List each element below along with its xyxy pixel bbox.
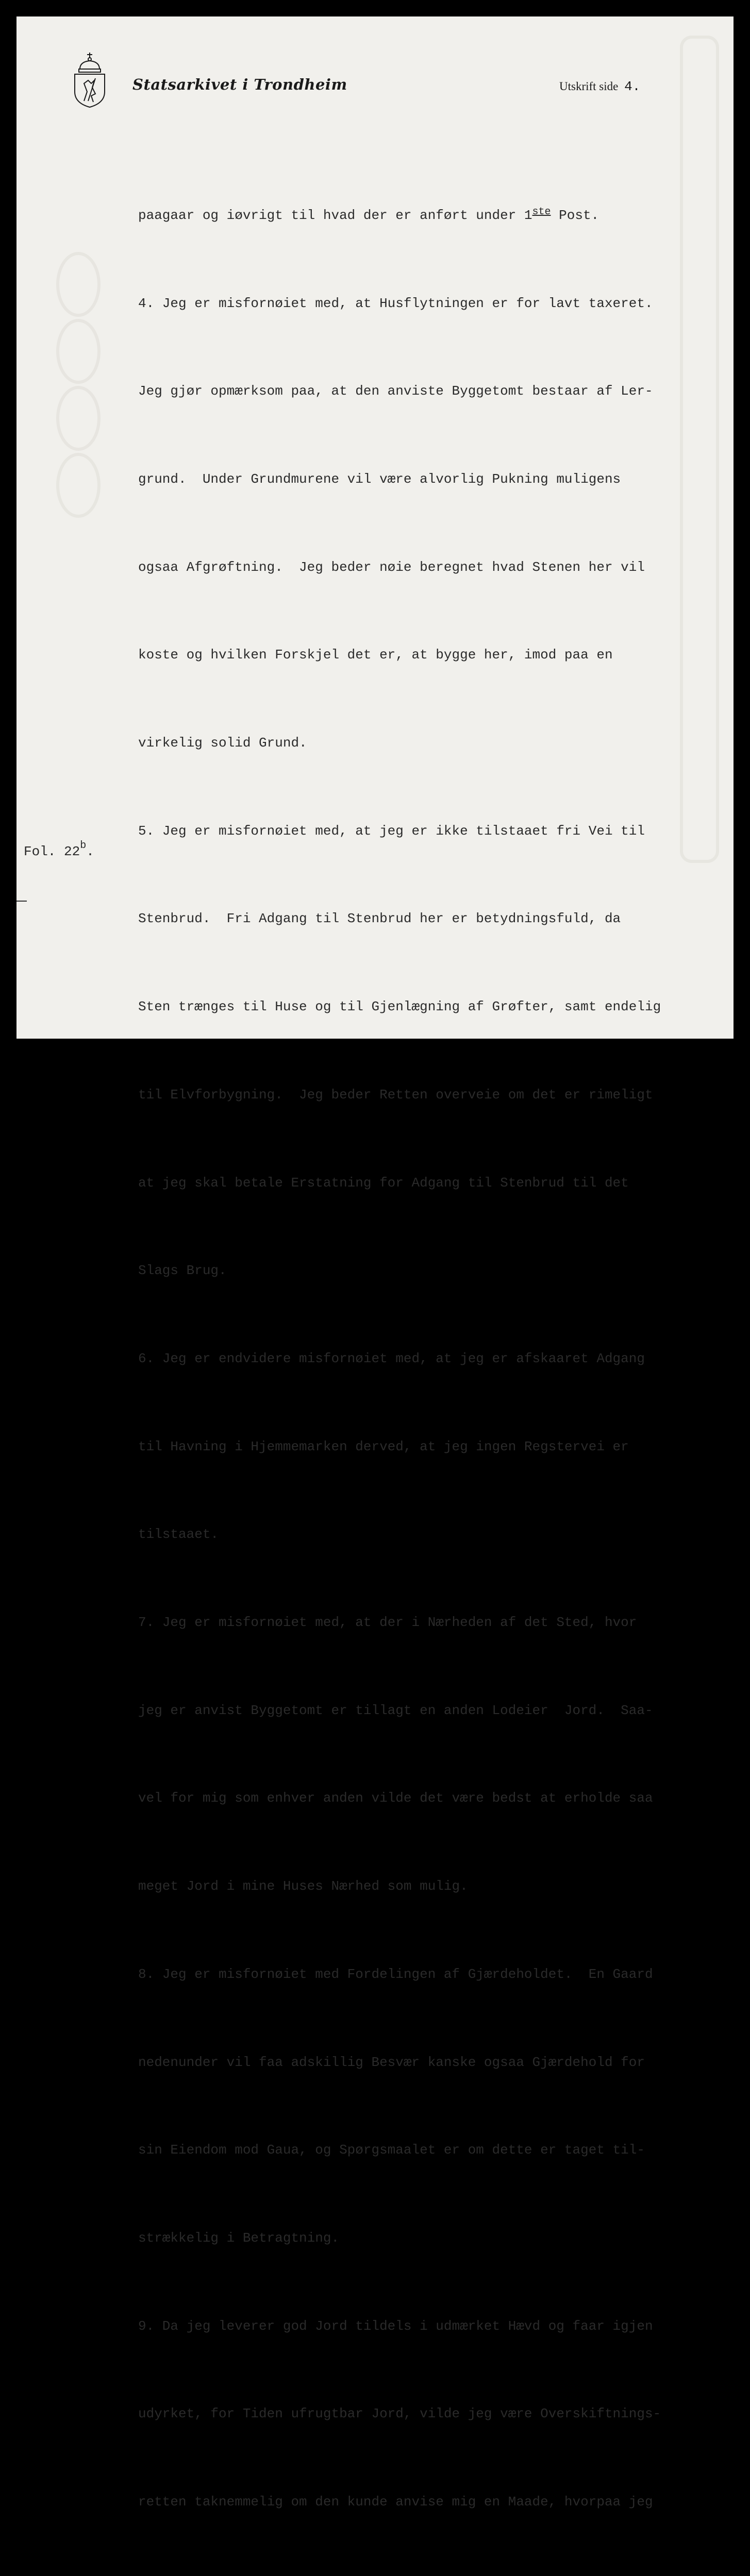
text-line: ogsaa Afgrøftning. Jeg beder nøie beregnet hvad Stenen her vil	[138, 559, 645, 575]
text-line: 5. Jeg er misfornøiet med, at jeg er ikke tilstaaet fri Vei til	[138, 823, 645, 839]
text-line: 4. Jeg er misfornøiet med, at Husflytningen er for lavt taxeret.	[138, 295, 653, 311]
text-line: til Havning i Hjemmemarken derved, at jeg ingen Regstervei er	[138, 1438, 629, 1454]
folio-suffix: .	[86, 844, 94, 859]
text-line: grund. Under Grundmurene vil være alvorlig Pukning muligens	[138, 471, 621, 487]
text-line	[138, 201, 741, 230]
text-line: udyrket, for Tiden ufrugtbar Jord, vilde jeg være Overskiftnings-	[138, 2406, 661, 2422]
text-segment: Post.	[551, 207, 599, 223]
text-line: 7. Jeg er misfornøiet med, at der i Nærheden af det Sted, hvor	[138, 1615, 637, 1631]
text-line: meget Jord i mine Huses Nærhed som mulig.	[138, 1878, 468, 1894]
margin-mark	[16, 901, 27, 902]
text-line: tilstaaet.	[138, 1527, 219, 1543]
folio-prefix: Fol. 22	[24, 844, 80, 859]
text-line: at jeg skal betale Erstatning for Adgang til Stenbrud til det	[138, 1175, 629, 1191]
document-page	[16, 16, 734, 2510]
text-line: Slags Brug.	[138, 1263, 227, 1279]
text-line: nedenunder vil faa adskillig Besvær kanske ogsaa Gjærdehold for	[138, 2054, 645, 2070]
text-line: 9. Da jeg leverer god Jord tildels i udmærket Hævd og faar igjen	[138, 2318, 653, 2334]
norwegian-coat-of-arms-icon	[73, 52, 107, 108]
ordinal-superscript: ste	[532, 206, 551, 218]
archive-title: Statsarkivet i Trondheim	[132, 76, 347, 93]
page-number: 4.	[624, 79, 641, 94]
text-line: Stenbrud. Fri Adgang til Stenbrud her er betydningsfuld, da	[138, 911, 621, 927]
text-line: vel for mig som enhver anden vilde det være bedst at erholde saa	[138, 1790, 653, 1806]
text-line: jeg er anvist Byggetomt er tillagt en anden Lodeier Jord. Saa-	[138, 1702, 653, 1718]
text-line: til Elvforbygning. Jeg beder Retten overveie om det er rimeligt	[138, 1087, 653, 1103]
text-line: Sten trænges til Huse og til Gjenlægning af Grøfter, samt endelig	[138, 999, 661, 1015]
text-segment: paagaar og iøvrigt til hvad der er anført under 1	[138, 207, 532, 223]
text-line: retten taknemmelig om den kunde anvise mig en Maade, hvorpaa jeg	[138, 2494, 653, 2510]
transcript-body	[138, 142, 741, 2576]
folio-margin-note	[24, 840, 94, 859]
page-indicator	[559, 79, 640, 94]
text-line: sin Eiendom mod Gaua, og Spørgsmaalet er om dette er taget til-	[138, 2142, 645, 2158]
page-label-text: Utskrift side	[559, 80, 619, 93]
folio-superscript: b	[80, 840, 87, 852]
text-line: virkelig solid Grund.	[138, 735, 307, 751]
text-line: koste og hvilken Forskjel det er, at bygge her, imod paa en	[138, 647, 613, 663]
text-line: Jeg gjør opmærksom paa, at den anviste Byggetomt bestaar af Ler-	[138, 383, 653, 399]
text-line: strækkelig i Betragtning.	[138, 2230, 340, 2246]
text-line: 6. Jeg er endvidere misfornøiet med, at jeg er afskaaret Adgang	[138, 1350, 645, 1366]
text-line: 8. Jeg er misfornøiet med Fordelingen af Gjærdeholdet. En Gaard	[138, 1966, 653, 1982]
